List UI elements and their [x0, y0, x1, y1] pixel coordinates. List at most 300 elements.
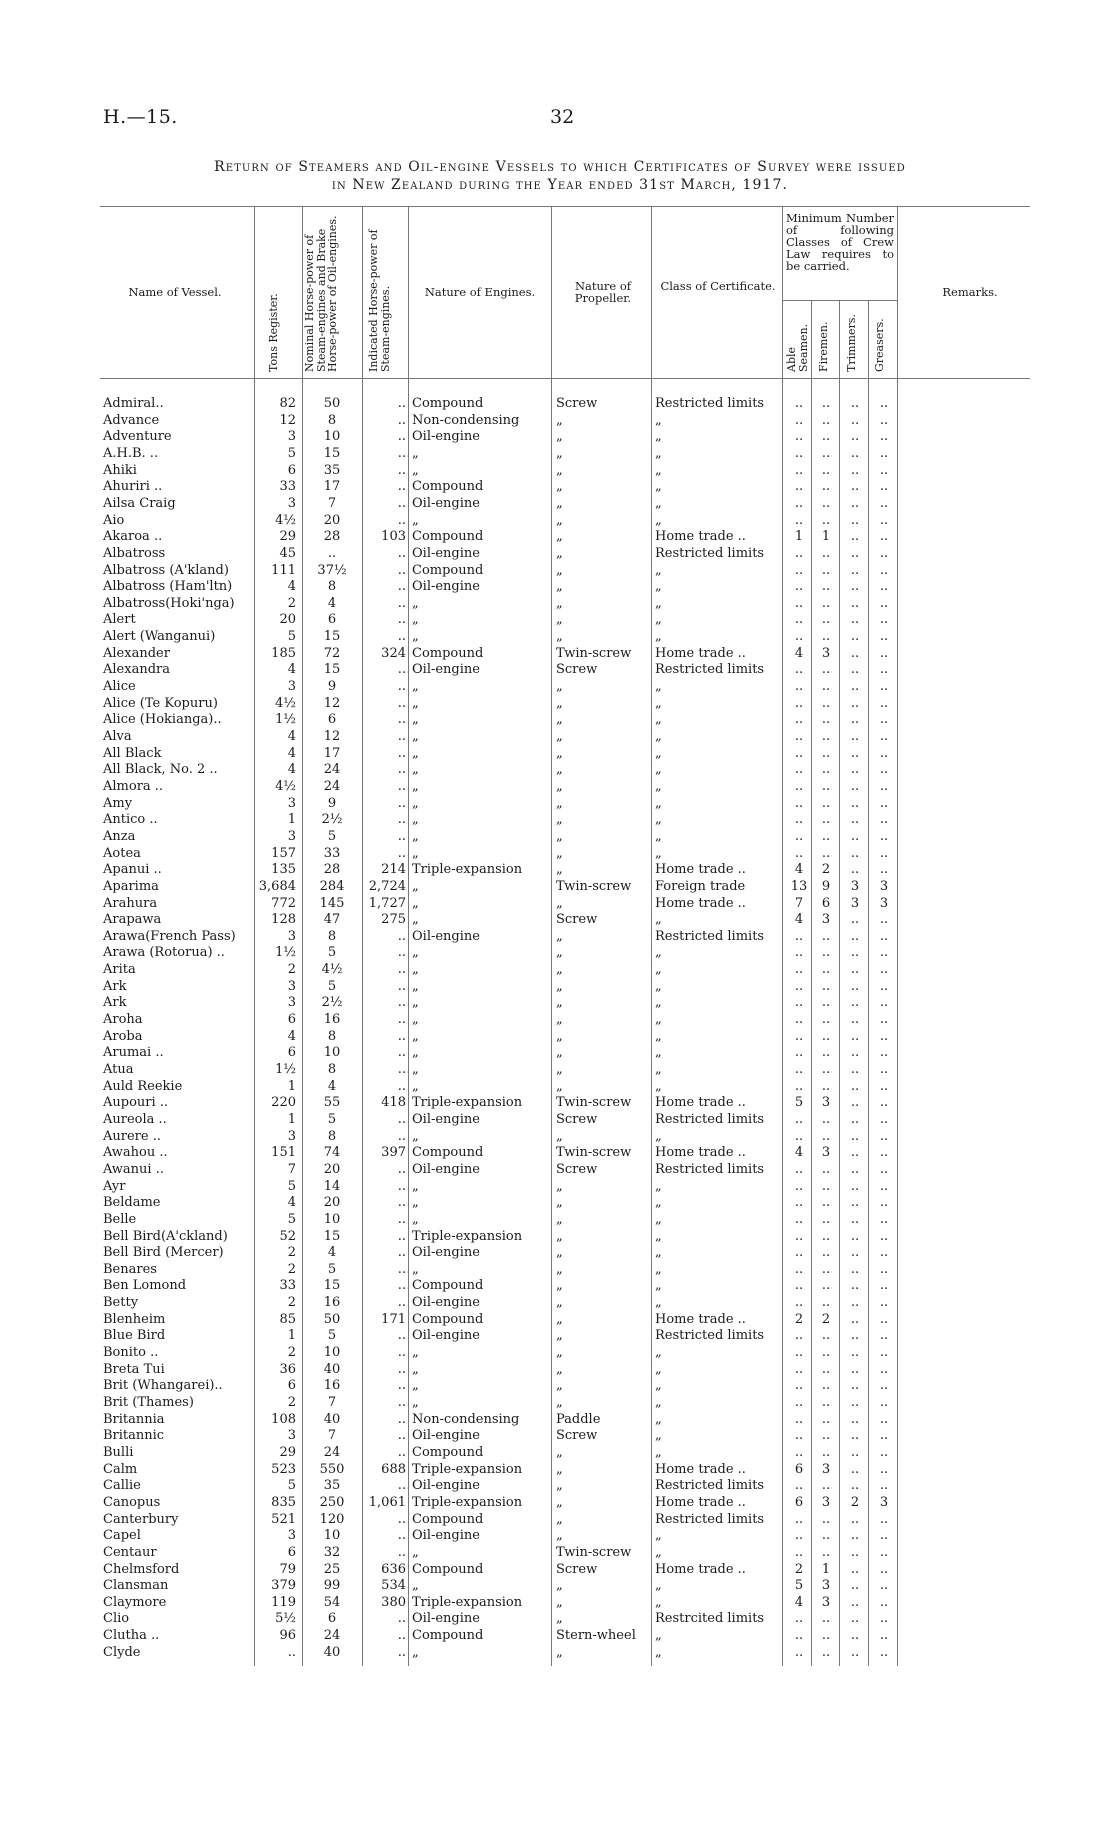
nominal-horse-power: 120 — [319, 1511, 345, 1527]
greasers: .. — [879, 1161, 889, 1177]
indicated-horse-power: .. — [397, 762, 406, 778]
vessel-name: Chelmsford — [103, 1561, 180, 1577]
nature-of-engines: „ — [412, 895, 419, 911]
class-of-certificate: „ — [655, 1028, 662, 1044]
vessel-name: Almora .. — [103, 778, 164, 794]
nature-of-propeller: Screw — [556, 1161, 598, 1177]
vessel-name: Ailsa Craig — [103, 495, 176, 511]
nominal-horse-power: 33 — [323, 845, 341, 861]
table-row — [0, 929, 1114, 945]
trimmers: .. — [850, 529, 860, 545]
firemen: .. — [821, 545, 831, 561]
vessel-name: Albatross (A'kland) — [103, 562, 229, 578]
firemen: 9 — [821, 878, 831, 894]
greasers: .. — [879, 1378, 889, 1394]
nature-of-engines: „ — [412, 1195, 419, 1211]
vessel-name: Albatross (Ham'ltn) — [103, 579, 233, 595]
nature-of-propeller: Screw — [556, 662, 598, 678]
vessel-name: All Black — [103, 745, 162, 761]
class-of-certificate: „ — [655, 1428, 662, 1444]
trimmers: .. — [850, 1478, 860, 1494]
nature-of-engines: Oil-engine — [412, 1428, 480, 1444]
greasers: .. — [879, 1211, 889, 1227]
tons-register: 33 — [279, 479, 296, 495]
tons-register: 523 — [271, 1461, 296, 1477]
able-seamen: .. — [794, 595, 804, 611]
table-row — [0, 662, 1114, 678]
nominal-horse-power: 8 — [327, 1128, 337, 1144]
nominal-horse-power: 4 — [327, 595, 337, 611]
vessel-name: Ark — [103, 995, 127, 1011]
vessel-name: Aroha — [103, 1012, 143, 1028]
nature-of-propeller: Screw — [556, 1111, 598, 1127]
nature-of-engines: Oil-engine — [412, 1478, 480, 1494]
nominal-horse-power: 16 — [323, 1012, 341, 1028]
table-row — [0, 463, 1114, 479]
nature-of-propeller: „ — [556, 1028, 563, 1044]
table-row — [0, 1095, 1114, 1111]
table-row — [0, 696, 1114, 712]
vessel-name: Albatross(Hoki'nga) — [103, 595, 235, 611]
firemen: .. — [821, 1062, 831, 1077]
nominal-horse-power: 50 — [323, 1311, 341, 1327]
class-of-certificate: „ — [655, 1345, 662, 1361]
tons-register: 3 — [287, 795, 296, 811]
tons-register: 33 — [279, 1278, 296, 1294]
indicated-horse-power: 418 — [381, 1095, 406, 1111]
nature-of-engines: „ — [412, 912, 419, 928]
able-seamen: .. — [794, 812, 804, 828]
nature-of-engines: „ — [412, 1028, 419, 1044]
table-row — [0, 1195, 1114, 1211]
class-of-certificate: Restricted limits — [655, 662, 765, 678]
firemen: .. — [821, 945, 831, 961]
nature-of-propeller: „ — [556, 679, 563, 695]
greasers: .. — [879, 1145, 889, 1161]
nature-of-propeller: „ — [556, 629, 563, 645]
indicated-horse-power: .. — [397, 1378, 406, 1394]
vessel-name: Amy — [103, 795, 133, 811]
firemen: .. — [821, 1045, 831, 1061]
class-of-certificate: Restricted limits — [655, 1161, 765, 1177]
trimmers: .. — [850, 978, 860, 994]
greasers: .. — [879, 396, 889, 411]
able-seamen: .. — [794, 1178, 804, 1194]
nominal-horse-power: 28 — [323, 529, 341, 545]
able-seamen: .. — [794, 762, 804, 778]
tons-register: 521 — [271, 1511, 296, 1527]
greasers: .. — [879, 495, 889, 511]
table-row — [0, 429, 1114, 445]
indicated-horse-power: .. — [397, 1228, 406, 1244]
greasers: .. — [879, 812, 889, 828]
nature-of-propeller: „ — [556, 1444, 563, 1460]
indicated-horse-power: .. — [397, 778, 406, 794]
firemen: .. — [821, 512, 831, 528]
vessel-name: Alice (Hokianga).. — [103, 712, 222, 728]
able-seamen: .. — [794, 512, 804, 528]
class-of-certificate: „ — [655, 1544, 662, 1560]
nature-of-engines: Oil-engine — [412, 1611, 480, 1627]
trimmers: .. — [850, 795, 860, 811]
table-row — [0, 1512, 1114, 1528]
vessel-name: Arita — [103, 962, 136, 978]
firemen: .. — [821, 1012, 831, 1028]
able-seamen: .. — [794, 1062, 804, 1077]
indicated-horse-power: 534 — [381, 1578, 406, 1594]
nominal-horse-power: 16 — [323, 1295, 341, 1311]
able-seamen: .. — [794, 1361, 804, 1377]
greasers: .. — [879, 1628, 889, 1644]
greasers: .. — [879, 512, 889, 528]
class-of-certificate: Restricted limits — [655, 1111, 765, 1127]
vessel-name: A.H.B. .. — [103, 445, 159, 461]
table-row — [0, 995, 1114, 1011]
firemen: .. — [821, 1245, 831, 1261]
greasers: .. — [879, 1078, 889, 1094]
header-greasers: Greasers. — [873, 318, 886, 372]
nominal-horse-power: 5 — [327, 978, 337, 994]
header-engines: Nature of Engines. — [424, 285, 536, 299]
nature-of-engines: „ — [412, 1128, 419, 1144]
tons-register: 5 — [287, 1178, 296, 1194]
vessel-name: Aroba — [103, 1028, 143, 1044]
indicated-horse-power: .. — [397, 978, 406, 994]
vessel-name: Capel — [103, 1528, 141, 1544]
table-row — [0, 1295, 1114, 1311]
able-seamen: .. — [794, 1045, 804, 1061]
firemen: .. — [821, 1161, 831, 1177]
indicated-horse-power: .. — [397, 745, 406, 761]
class-of-certificate: Home trade .. — [655, 1461, 746, 1477]
tons-register: 29 — [279, 529, 296, 545]
vessel-name: Bonito .. — [103, 1345, 159, 1361]
trimmers: .. — [850, 1395, 860, 1410]
able-seamen: 4 — [794, 862, 804, 878]
tons-register: 5 — [287, 1211, 296, 1227]
greasers: .. — [879, 1411, 889, 1427]
nominal-horse-power: 40 — [323, 1644, 341, 1660]
class-of-certificate: „ — [655, 1295, 662, 1311]
trimmers: .. — [850, 662, 860, 678]
tons-register: 3 — [287, 828, 296, 844]
nominal-horse-power: 15 — [323, 662, 341, 678]
trimmers: 2 — [850, 1494, 860, 1510]
nature-of-propeller: „ — [556, 1361, 563, 1377]
able-seamen: .. — [794, 1295, 804, 1311]
nature-of-engines: „ — [412, 745, 419, 761]
header-nhp-text: Nominal Horse-power of Steam-engines and Brake Horse-power of Oil-engines. — [303, 215, 339, 372]
nature-of-propeller: „ — [556, 1195, 563, 1211]
tons-register: 3 — [287, 679, 296, 695]
firemen: 1 — [821, 1561, 831, 1577]
nature-of-propeller: Screw — [556, 912, 598, 928]
greasers: .. — [879, 1045, 889, 1061]
header-propeller — [560, 280, 646, 304]
able-seamen: .. — [794, 629, 804, 645]
able-seamen: .. — [794, 495, 804, 511]
nature-of-engines: Oil-engine — [412, 579, 480, 595]
firemen: .. — [821, 1444, 831, 1460]
greasers: .. — [879, 978, 889, 994]
table-row — [0, 829, 1114, 845]
nominal-horse-power: 5 — [327, 1328, 337, 1344]
trimmers: .. — [850, 595, 860, 611]
able-seamen: .. — [794, 928, 804, 944]
indicated-horse-power: 1,727 — [368, 895, 406, 911]
nominal-horse-power: 25 — [323, 1561, 341, 1577]
able-seamen: .. — [794, 962, 804, 978]
indicated-horse-power: 2,724 — [368, 878, 406, 894]
table-row — [0, 1245, 1114, 1261]
nature-of-propeller: „ — [556, 529, 563, 545]
able-seamen: 6 — [794, 1494, 804, 1510]
class-of-certificate: „ — [655, 995, 662, 1011]
nominal-horse-power: 20 — [323, 1195, 341, 1211]
header-propeller-text: Nature of Propeller. — [574, 279, 632, 305]
nature-of-engines: Compound — [412, 1145, 484, 1161]
trimmers: .. — [850, 745, 860, 761]
indicated-horse-power: .. — [397, 462, 406, 478]
nominal-horse-power: 37½ — [317, 562, 347, 578]
nature-of-engines: Oil-engine — [412, 1528, 480, 1544]
table-row — [0, 779, 1114, 795]
nature-of-engines: „ — [412, 845, 419, 861]
nature-of-propeller: „ — [556, 1311, 563, 1327]
greasers: .. — [879, 1095, 889, 1111]
firemen: .. — [821, 1528, 831, 1544]
nominal-horse-power: 12 — [323, 729, 341, 744]
class-of-certificate: Restricted limits — [655, 1328, 765, 1344]
able-seamen: 4 — [794, 1594, 804, 1610]
able-seamen: .. — [794, 1444, 804, 1460]
tons-register: 1 — [287, 1078, 296, 1094]
tons-register: 29 — [279, 1444, 296, 1460]
table-row — [0, 1528, 1114, 1544]
firemen: .. — [821, 1478, 831, 1494]
tons-register: 5 — [287, 445, 296, 461]
trimmers: .. — [850, 1062, 860, 1077]
greasers: .. — [879, 1428, 889, 1444]
class-of-certificate: Restricted limits — [655, 1511, 765, 1527]
tons-register: 2 — [287, 1345, 296, 1361]
able-seamen: .. — [794, 1261, 804, 1277]
able-seamen: .. — [794, 1345, 804, 1361]
trimmers: .. — [850, 1361, 860, 1377]
trimmers: .. — [850, 1228, 860, 1244]
able-seamen: .. — [794, 778, 804, 794]
nature-of-engines: Non-condensing — [412, 1411, 520, 1427]
firemen: .. — [821, 1544, 831, 1560]
table-row — [0, 1595, 1114, 1611]
indicated-horse-power: .. — [397, 1428, 406, 1444]
firemen: 3 — [821, 1594, 831, 1610]
tons-register: 5½ — [275, 1611, 296, 1627]
firemen: .. — [821, 1178, 831, 1194]
vessel-name: Britannic — [103, 1428, 165, 1444]
indicated-horse-power: .. — [397, 712, 406, 728]
able-seamen: .. — [794, 1211, 804, 1227]
nominal-horse-power: 50 — [323, 396, 341, 411]
nominal-horse-power: 8 — [327, 1062, 337, 1077]
greasers: .. — [879, 1594, 889, 1610]
greasers: .. — [879, 445, 889, 461]
trimmers: .. — [850, 1644, 860, 1660]
class-of-certificate: „ — [655, 679, 662, 695]
vessel-name: Ben Lomond — [103, 1278, 187, 1294]
vessel-name: Ahiki — [103, 462, 137, 478]
class-of-certificate: „ — [655, 1628, 662, 1644]
nature-of-propeller: „ — [556, 1295, 563, 1311]
greasers: .. — [879, 945, 889, 961]
nature-of-engines: „ — [412, 762, 419, 778]
vessel-name: Alice (Te Kopuru) — [103, 695, 218, 711]
greasers: .. — [879, 662, 889, 678]
able-seamen: 6 — [794, 1461, 804, 1477]
indicated-horse-power: 275 — [381, 912, 406, 928]
class-of-certificate: „ — [655, 1228, 662, 1244]
tons-register: 3 — [287, 1428, 296, 1444]
nominal-horse-power: 2½ — [321, 812, 343, 828]
firemen: .. — [821, 729, 831, 744]
table-row — [0, 1229, 1114, 1245]
nature-of-propeller: „ — [556, 429, 563, 445]
indicated-horse-power: .. — [397, 1444, 406, 1460]
class-of-certificate: „ — [655, 479, 662, 495]
able-seamen: .. — [794, 429, 804, 445]
indicated-horse-power: .. — [397, 1544, 406, 1560]
nature-of-propeller: „ — [556, 1528, 563, 1544]
trimmers: .. — [850, 612, 860, 628]
nominal-horse-power: 5 — [327, 828, 337, 844]
nominal-horse-power: 7 — [327, 1395, 337, 1410]
class-of-certificate: Home trade .. — [655, 1095, 746, 1111]
firemen: .. — [821, 1328, 831, 1344]
nature-of-engines: „ — [412, 695, 419, 711]
header-remarks: Remarks. — [942, 285, 998, 299]
table-title-line-2: in New Zealand during the Year ended 31st March, 1917. — [331, 177, 789, 193]
header-nhp — [304, 206, 339, 372]
tons-register: 6 — [287, 1544, 296, 1560]
nominal-horse-power: 4 — [327, 1245, 337, 1261]
vessel-name: Arapawa — [103, 912, 162, 928]
nature-of-engines: Compound — [412, 1628, 484, 1644]
indicated-horse-power: .. — [397, 595, 406, 611]
trimmers: .. — [850, 1561, 860, 1577]
table-row — [0, 446, 1114, 462]
firemen: 3 — [821, 912, 831, 928]
nominal-horse-power: 74 — [323, 1145, 341, 1161]
able-seamen: .. — [794, 1411, 804, 1427]
nature-of-propeller: Paddle — [556, 1411, 601, 1427]
table-row — [0, 1362, 1114, 1378]
class-of-certificate: „ — [655, 412, 662, 428]
greasers: .. — [879, 1178, 889, 1194]
greasers: .. — [879, 429, 889, 445]
table-row — [0, 1462, 1114, 1478]
greasers: .. — [879, 1578, 889, 1594]
trimmers: .. — [850, 1078, 860, 1094]
nature-of-propeller: Twin-screw — [556, 1544, 632, 1560]
vessel-name: Britannia — [103, 1411, 165, 1427]
indicated-horse-power: .. — [397, 1195, 406, 1211]
firemen: .. — [821, 1278, 831, 1294]
firemen: .. — [821, 1228, 831, 1244]
firemen: .. — [821, 462, 831, 478]
indicated-horse-power: .. — [397, 1478, 406, 1494]
crew-group-rule — [782, 300, 897, 301]
nature-of-engines: „ — [412, 1261, 419, 1277]
indicated-horse-power: .. — [397, 679, 406, 695]
nominal-horse-power: 24 — [323, 762, 341, 778]
trimmers: 3 — [850, 878, 860, 894]
nominal-horse-power: 550 — [319, 1461, 345, 1477]
able-seamen: .. — [794, 1511, 804, 1527]
indicated-horse-power: .. — [397, 1012, 406, 1028]
vessel-name: Auld Reekie — [103, 1078, 183, 1094]
firemen: .. — [821, 412, 831, 428]
greasers: .. — [879, 562, 889, 578]
greasers: .. — [879, 745, 889, 761]
indicated-horse-power: .. — [397, 1644, 406, 1660]
table-row — [0, 812, 1114, 828]
able-seamen: .. — [794, 1028, 804, 1044]
nature-of-engines: Triple-expansion — [412, 1095, 523, 1111]
indicated-horse-power: .. — [397, 412, 406, 428]
tons-register: 119 — [271, 1594, 296, 1610]
nature-of-propeller: „ — [556, 1178, 563, 1194]
tons-register: 772 — [271, 895, 296, 911]
vessel-name: Clyde — [103, 1644, 141, 1660]
nominal-horse-power: 35 — [323, 1478, 341, 1494]
class-of-certificate: „ — [655, 1195, 662, 1211]
firemen: .. — [821, 1111, 831, 1127]
nature-of-engines: „ — [412, 512, 419, 528]
class-of-certificate: „ — [655, 729, 662, 744]
able-seamen: .. — [794, 579, 804, 595]
nature-of-propeller: „ — [556, 1062, 563, 1077]
indicated-horse-power: .. — [397, 512, 406, 528]
nature-of-propeller: „ — [556, 762, 563, 778]
able-seamen: .. — [794, 995, 804, 1011]
indicated-horse-power: .. — [397, 579, 406, 595]
greasers: .. — [879, 1478, 889, 1494]
indicated-horse-power: .. — [397, 1128, 406, 1144]
firemen: .. — [821, 1628, 831, 1644]
nature-of-propeller: „ — [556, 795, 563, 811]
firemen: .. — [821, 1261, 831, 1277]
table-row — [0, 1112, 1114, 1128]
greasers: .. — [879, 1328, 889, 1344]
firemen: .. — [821, 762, 831, 778]
nature-of-engines: „ — [412, 1012, 419, 1028]
indicated-horse-power: .. — [397, 1078, 406, 1094]
indicated-horse-power: .. — [397, 945, 406, 961]
nominal-horse-power: 10 — [323, 1345, 341, 1361]
able-seamen: .. — [794, 1328, 804, 1344]
nature-of-propeller: „ — [556, 462, 563, 478]
nature-of-propeller: „ — [556, 695, 563, 711]
nature-of-propeller: „ — [556, 1228, 563, 1244]
firemen: .. — [821, 579, 831, 595]
class-of-certificate: „ — [655, 1128, 662, 1144]
tons-register: 4½ — [275, 512, 296, 528]
trimmers: .. — [850, 512, 860, 528]
firemen: 6 — [821, 895, 831, 911]
firemen: .. — [821, 679, 831, 695]
nature-of-engines: Compound — [412, 1561, 484, 1577]
able-seamen: 7 — [794, 895, 804, 911]
